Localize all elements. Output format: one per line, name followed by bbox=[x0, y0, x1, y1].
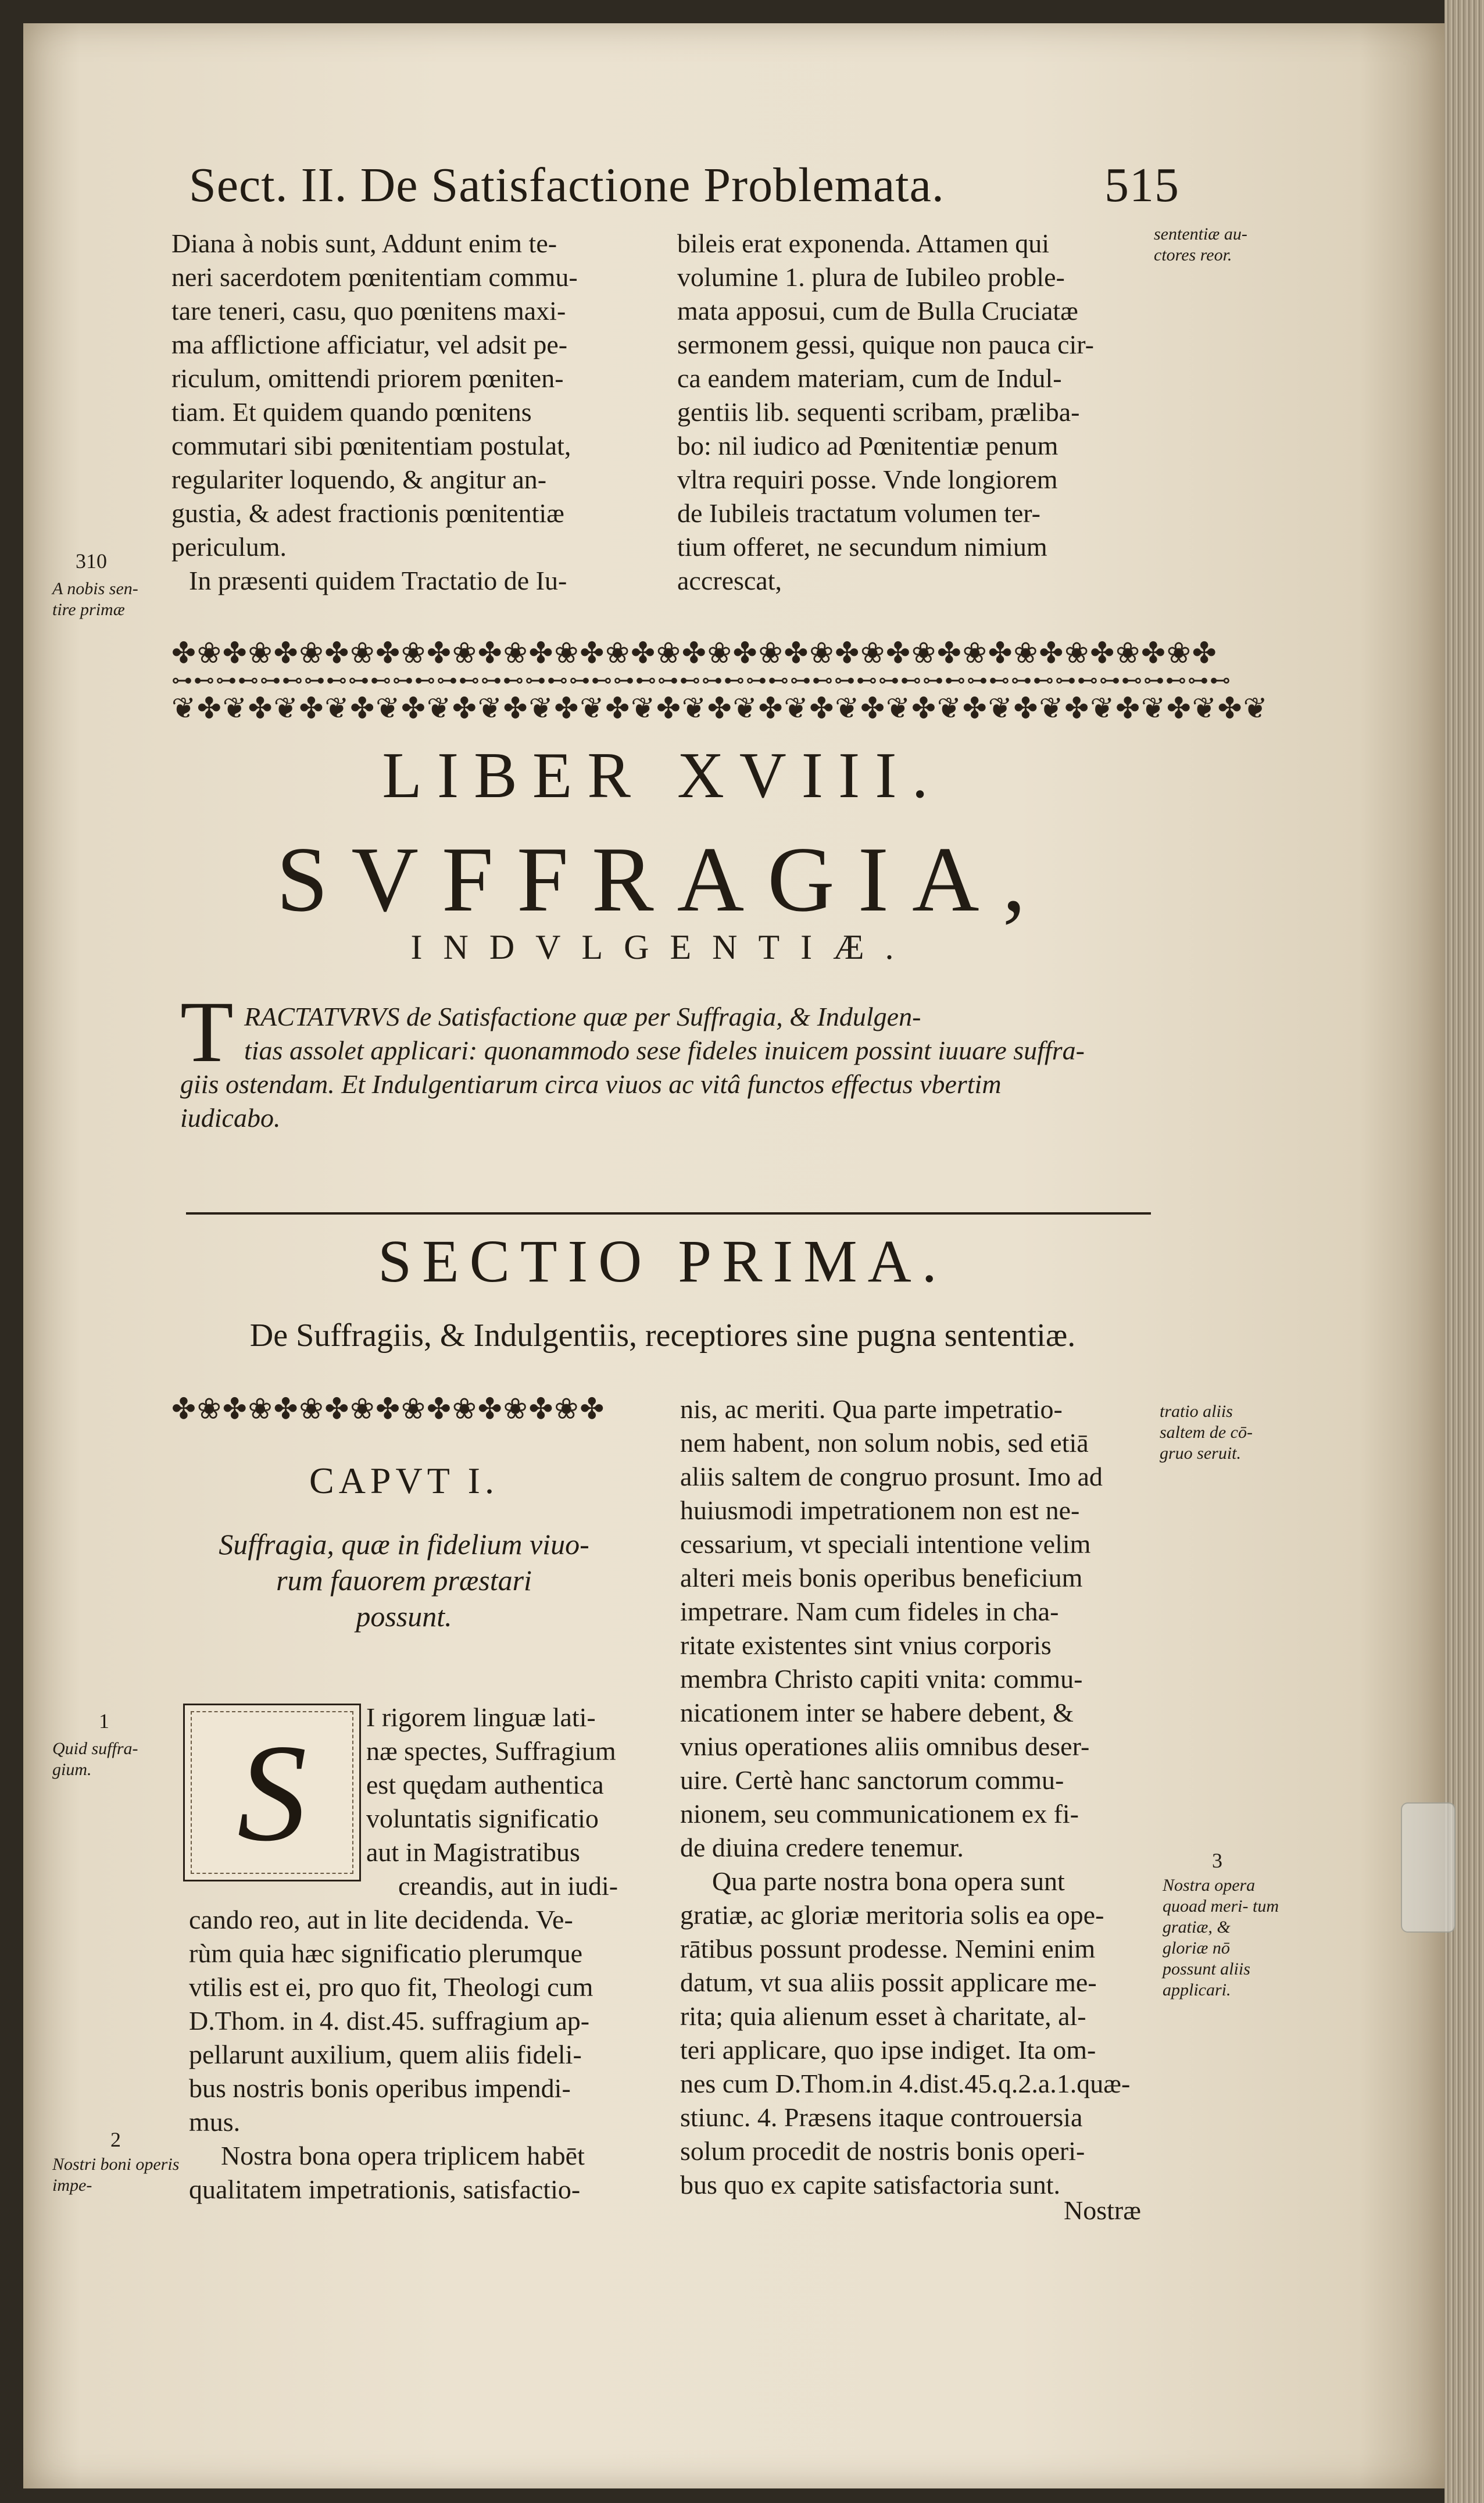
chapter-title: CAPVT I. bbox=[309, 1460, 499, 1501]
text-line: rita; quia alienum esset à charitate, al- bbox=[680, 2001, 1086, 2031]
ornament-row: ⊶⊷⊶⊷⊶⊷⊶⊷⊶⊷⊶⊷⊶⊷⊶⊷⊶⊷⊶⊷⊶⊷⊶⊷⊶⊷⊶⊷⊶⊷⊶⊷⊶⊷⊶⊷⊶⊷⊶⊷⊶⊷⊶⊷⊶⊷⊶⊷ bbox=[171, 669, 1232, 692]
text-line: bo: nil iudico ad Pœnitentiæ penum bbox=[677, 431, 1059, 460]
intro-paragraph bbox=[180, 1000, 1157, 1135]
margin-note-nostra-opera: Nostra opera quoad meri- tum gratiæ, & gloriæ nō possunt aliis applicari. bbox=[1163, 1876, 1279, 1999]
body-right-column bbox=[680, 1392, 1151, 2202]
text-line: D.Thom. in 4. dist.45. suffragium ap- bbox=[189, 2006, 590, 2036]
text-line: gratiæ, ac gloriæ meritoria solis ea ope- bbox=[680, 1900, 1104, 1930]
text-line: aut in Magistratibus bbox=[366, 1837, 580, 1867]
ornament-row: ❦✤❦✤❦✤❦✤❦✤❦✤❦✤❦✤❦✤❦✤❦✤❦✤❦✤❦✤❦✤❦✤❦✤❦✤❦✤❦✤❦✤❦ bbox=[171, 692, 1269, 724]
page-clip bbox=[1401, 1802, 1456, 1933]
decorated-initial bbox=[183, 1704, 361, 1881]
text-line: Suffragia, quæ in fidelium viuo- bbox=[219, 1528, 589, 1561]
text-line: sermonem gessi, quique non pauca cir- bbox=[677, 330, 1094, 359]
margin-note-impetratio: tratio aliis saltem de cō- gruo seruit. bbox=[1160, 1402, 1253, 1463]
text-line: neri sacerdotem pœnitentiam commu- bbox=[171, 262, 578, 292]
body-left-dropcap-lines bbox=[366, 1701, 645, 1903]
text-line: voluntatis significatio bbox=[366, 1804, 599, 1833]
intro-dropcap: T bbox=[180, 984, 234, 1080]
text-line: membra Christo capiti vnita: commu- bbox=[680, 1664, 1083, 1694]
text-line: Diana à nobis sunt, Addunt enim te- bbox=[171, 228, 557, 258]
text-line: periculum. bbox=[171, 532, 287, 562]
text-line: giis ostendam. Et Indulgentiarum circa viuos ac vitâ functos effectus vbertim bbox=[180, 1069, 1002, 1099]
text-line: tiam. Et quidem quando pœnitens bbox=[171, 397, 532, 427]
text-line: pellarunt auxilium, quem aliis fideli- bbox=[189, 2040, 582, 2069]
text-line: mata apposui, cum de Bulla Cruciatæ bbox=[677, 296, 1078, 326]
text-line: de diuina credere tenemur. bbox=[680, 1833, 964, 1862]
top-right-column bbox=[677, 227, 1148, 598]
text-line: regulariter loquendo, & angitur an- bbox=[171, 465, 547, 494]
text-line: tium offeret, ne secundum nimium bbox=[677, 532, 1047, 562]
initial-letter: S bbox=[237, 1715, 307, 1870]
margin-number-1: 1 bbox=[99, 1709, 109, 1733]
section-subtitle: De Suffragiis, & Indulgentiis, receptiores sine pugna sententiæ. bbox=[249, 1317, 1076, 1354]
margin-number-310: 310 bbox=[76, 549, 107, 573]
book-title: SVFFRAGIA, bbox=[276, 827, 1049, 931]
text-line: stiunc. 4. Præsens itaque controuersia bbox=[680, 2102, 1083, 2132]
text-line: nionem, seu communicationem ex fi- bbox=[680, 1799, 1079, 1829]
text-line: nes cum D.Thom.in 4.dist.45.q.2.a.1.quæ- bbox=[680, 2069, 1131, 2098]
text-line: aliis saltem de congruo prosunt. Imo ad bbox=[680, 1462, 1103, 1491]
text-line: cessarium, vt speciali intentione velim bbox=[680, 1529, 1091, 1559]
ornament-row-small: ✤❀✤❀✤❀✤❀✤❀✤❀✤❀✤❀✤ bbox=[171, 1392, 606, 1425]
page-number: 515 bbox=[1104, 158, 1179, 212]
top-left-column bbox=[171, 227, 631, 598]
body-left-column bbox=[189, 1903, 648, 2206]
text-line: creandis, aut in iudi- bbox=[398, 1871, 618, 1901]
initial-border bbox=[191, 1711, 353, 1874]
text-line: datum, vt sua aliis possit applicare me- bbox=[680, 1968, 1097, 1997]
text-line: de Iubileis tractatum volumen ter- bbox=[677, 498, 1040, 528]
text-line: rùm quia hæc significatio plerumque bbox=[189, 1938, 583, 1968]
ornament-row: ✤❀✤❀✤❀✤❀✤❀✤❀✤❀✤❀✤❀✤❀✤❀✤❀✤❀✤❀✤❀✤❀✤❀✤❀✤❀✤❀✤ bbox=[171, 637, 1218, 669]
text-line: huiusmodi impetrationem non est ne- bbox=[680, 1495, 1080, 1525]
text-line: nis, ac meriti. Qua parte impetratio- bbox=[680, 1394, 1063, 1424]
text-line: nicationem inter se habere debent, & bbox=[680, 1698, 1074, 1727]
margin-note-top-left: A nobis sen- tire primæ bbox=[52, 579, 138, 619]
text-line: bus quo ex capite satisfactoria sunt. bbox=[680, 2170, 1061, 2200]
text-line: est quędam authentica bbox=[366, 1770, 604, 1799]
text-line: riculum, omittendi priorem pœniten- bbox=[171, 363, 564, 393]
text-line: RACTATVRVS de Satisfactione quæ per Suffragia, & Indulgen- bbox=[244, 1002, 921, 1031]
text-line: In præsenti quidem Tractatio de Iu- bbox=[189, 566, 567, 595]
text-line: mus. bbox=[189, 2107, 241, 2137]
margin-number-2: 2 bbox=[110, 2128, 121, 2151]
book-liber: LIBER XVIII. bbox=[382, 740, 943, 812]
horizontal-rule bbox=[186, 1212, 1151, 1215]
chapter-subtitle bbox=[171, 1526, 636, 1634]
catchword: Nostræ bbox=[1064, 2195, 1141, 2225]
text-line: commutari sibi pœnitentiam postulat, bbox=[171, 431, 571, 460]
text-line: tare teneri, casu, quo pœnitens maxi- bbox=[171, 296, 566, 326]
text-line: ma afflictione afficiatur, vel adsit pe- bbox=[171, 330, 568, 359]
text-line: næ spectes, Suffragium bbox=[366, 1736, 616, 1766]
book-subtitle: INDVLGENTIÆ. bbox=[410, 928, 915, 966]
text-line: iudicabo. bbox=[180, 1103, 281, 1133]
text-line: impetrare. Nam cum fideles in cha- bbox=[680, 1597, 1059, 1626]
text-line: qualitatem impetrationis, satisfactio- bbox=[189, 2174, 581, 2204]
margin-note-quid-suffragium: Quid suffra- gium. bbox=[52, 1739, 138, 1779]
text-line: tias assolet applicari: quonammodo sese fideles inuicem possint iuuare suffra- bbox=[244, 1036, 1085, 1065]
text-line: teri applicare, quo ipse indiget. Ita om- bbox=[680, 2035, 1096, 2065]
text-line: vtilis est ei, pro quo fit, Theologi cum bbox=[189, 1972, 593, 2002]
text-line: cando reo, aut in lite decidenda. Ve- bbox=[189, 1905, 573, 1934]
text-line: Nostra bona opera triplicem habēt bbox=[221, 2141, 585, 2170]
text-line: Qua parte nostra bona opera sunt bbox=[712, 1866, 1065, 1896]
text-line: nem habent, non solum nobis, sed etiā bbox=[680, 1428, 1089, 1458]
text-line: vnius operationes aliis omnibus deser- bbox=[680, 1731, 1090, 1761]
margin-number-3: 3 bbox=[1212, 1849, 1222, 1872]
text-line: gentiis lib. sequenti scribam, prælibа- bbox=[677, 397, 1080, 427]
text-line: gustia, & adest fractionis pœnitentiæ bbox=[171, 498, 564, 528]
text-line: vltra requiri posse. Vnde longiorem bbox=[677, 465, 1058, 494]
margin-note-top-right: sententiæ au- ctores reor. bbox=[1154, 224, 1247, 265]
running-header: Sect. II. De Satisfactione Problemata. bbox=[189, 158, 945, 212]
text-line: I rigorem linguæ lati- bbox=[366, 1702, 596, 1732]
page-edges bbox=[1444, 0, 1484, 2503]
text-line: solum procedit de nostris bonis operi- bbox=[680, 2136, 1085, 2166]
text-line: possunt. bbox=[356, 1600, 452, 1633]
text-line: ca eandem materiam, cum de Indul- bbox=[677, 363, 1062, 393]
text-line: ritate existentes sint vnius corporis bbox=[680, 1630, 1052, 1660]
text-line: rum fauorem præstari bbox=[276, 1564, 532, 1597]
text-line: volumine 1. plura de Iubileo proble- bbox=[677, 262, 1065, 292]
text-line: rātibus possunt prodesse. Nemini enim bbox=[680, 1934, 1096, 1963]
margin-note-nostri-boni: Nostri boni operis impe- bbox=[52, 2155, 180, 2195]
text-line: bus nostris bonis operibus impendi- bbox=[189, 2073, 571, 2103]
text-line: uire. Certè hanc sanctorum commu- bbox=[680, 1765, 1064, 1795]
text-line: accrescat, bbox=[677, 566, 782, 595]
text-line: bileis erat exponenda. Attamen qui bbox=[677, 228, 1049, 258]
text-line: alteri meis bonis operibus beneficium bbox=[680, 1563, 1083, 1593]
section-title: SECTIO PRIMA. bbox=[378, 1228, 947, 1295]
